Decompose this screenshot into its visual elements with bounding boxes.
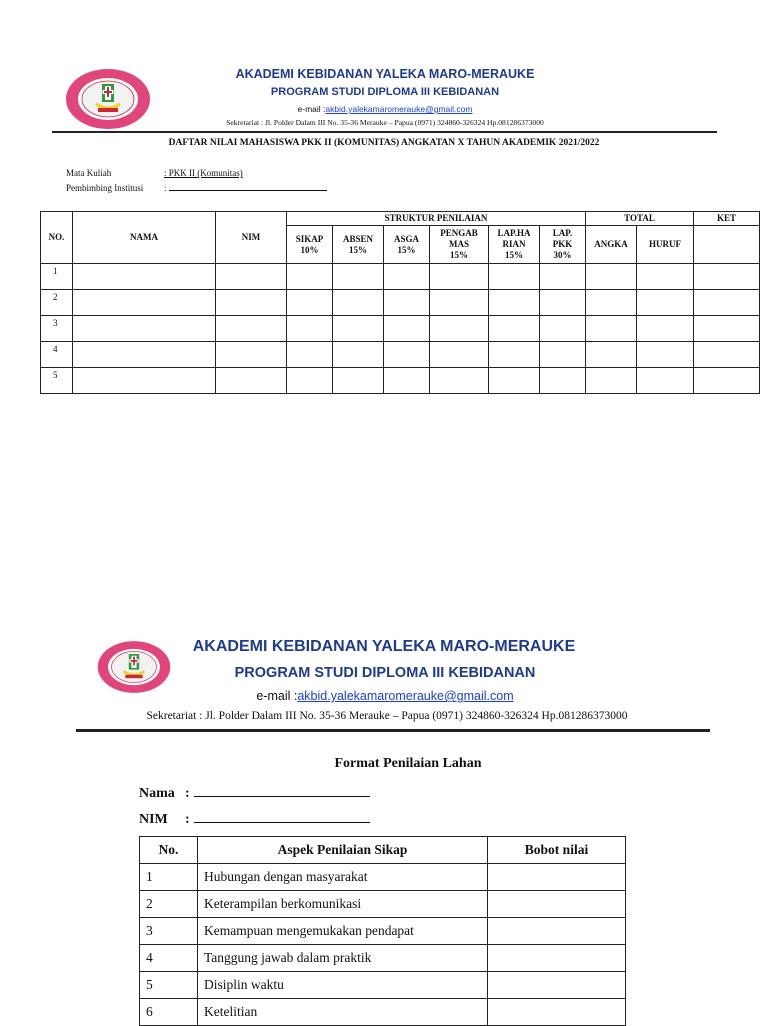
header-angka: ANGKA — [586, 226, 637, 264]
header-bobot: Bobot nilai — [488, 837, 626, 864]
table-cell[interactable] — [694, 342, 760, 368]
aspek-cell: Disiplin waktu — [198, 972, 488, 999]
bobot-cell[interactable] — [488, 864, 626, 891]
table-row — [41, 316, 760, 342]
header-sikap: SIKAP 10% — [287, 226, 333, 264]
table-cell[interactable] — [216, 264, 287, 290]
table-cell[interactable] — [540, 342, 586, 368]
table-cell[interactable] — [586, 290, 637, 316]
table-cell[interactable] — [540, 316, 586, 342]
header-asga: ASGA 15% — [384, 226, 430, 264]
header-total: TOTAL — [586, 212, 694, 226]
nim-colon: : — [185, 812, 190, 827]
table-cell[interactable] — [489, 316, 540, 342]
aspek-cell: Kemampuan mengemukakan pendapat — [198, 918, 488, 945]
aspek-cell: Hubungan dengan masyarakat — [198, 864, 488, 891]
table-cell[interactable] — [540, 368, 586, 394]
pembimbing-colon: : — [164, 183, 169, 193]
nim-field-row — [139, 810, 370, 828]
row-number: 4 — [41, 342, 73, 368]
bobot-cell[interactable] — [488, 972, 626, 999]
institution-logo — [64, 68, 152, 130]
table-cell[interactable] — [586, 342, 637, 368]
table-cell[interactable] — [540, 264, 586, 290]
table-cell[interactable] — [333, 264, 384, 290]
pembimbing-row — [66, 182, 327, 193]
table-cell[interactable] — [73, 368, 216, 394]
bobot-cell[interactable] — [488, 999, 626, 1026]
nim-blank[interactable] — [194, 810, 370, 823]
table-cell[interactable] — [287, 342, 333, 368]
table-cell[interactable] — [430, 290, 489, 316]
mata-kuliah-label: Mata Kuliah — [66, 168, 112, 178]
email-link[interactable]: akbid.yalekamaromerauke@gmail.com — [325, 104, 473, 114]
table-row — [41, 264, 760, 290]
table-cell[interactable] — [73, 342, 216, 368]
table-cell[interactable] — [73, 264, 216, 290]
table-row — [140, 972, 626, 999]
table-cell[interactable] — [586, 368, 637, 394]
table-cell[interactable] — [333, 368, 384, 394]
header-ket: KET — [694, 212, 760, 226]
row-number: 4 — [140, 945, 198, 972]
header-pengabmas: PENGAB MAS 15% — [430, 226, 489, 264]
table-row — [140, 891, 626, 918]
table-cell[interactable] — [287, 368, 333, 394]
letterhead-divider — [76, 729, 710, 732]
row-number: 1 — [41, 264, 73, 290]
table-cell[interactable] — [637, 368, 694, 394]
row-number: 1 — [140, 864, 198, 891]
table-cell[interactable] — [287, 316, 333, 342]
header-aspek: Aspek Penilaian Sikap — [198, 837, 488, 864]
header-no: No. — [140, 837, 198, 864]
row-number: 3 — [140, 918, 198, 945]
table-cell[interactable] — [216, 368, 287, 394]
nama-field-row — [139, 784, 370, 802]
table-cell[interactable] — [216, 290, 287, 316]
table-cell[interactable] — [430, 264, 489, 290]
table-cell[interactable] — [637, 316, 694, 342]
aspek-cell: Keterampilan berkomunikasi — [198, 891, 488, 918]
mata-kuliah-row — [66, 168, 243, 178]
table-cell[interactable] — [384, 290, 430, 316]
table-row — [41, 290, 760, 316]
table-cell[interactable] — [430, 316, 489, 342]
document-title: DAFTAR NILAI MAHASISWA PKK II (KOMUNITAS) ANGKATAN X TAHUN AKADEMIK 2021/2022 — [168, 138, 600, 148]
institution-name: AKADEMI KEBIDANAN YALEKA MARO-MERAUKE — [235, 67, 535, 81]
table-row — [140, 918, 626, 945]
email-label: e-mail : — [256, 689, 298, 703]
institution-logo — [96, 634, 172, 700]
email-label: e-mail : — [297, 104, 326, 114]
table-cell[interactable] — [489, 264, 540, 290]
table-cell[interactable] — [694, 316, 760, 342]
table-cell[interactable] — [287, 264, 333, 290]
table-cell[interactable] — [333, 290, 384, 316]
row-number: 2 — [140, 891, 198, 918]
table-row — [41, 368, 760, 394]
pembimbing-blank[interactable] — [169, 182, 327, 191]
table-cell[interactable] — [586, 316, 637, 342]
program-name: PROGRAM STUDI DIPLOMA III KEBIDANAN — [270, 86, 500, 98]
row-number: 5 — [41, 368, 73, 394]
header-ket-blank — [694, 226, 760, 264]
table-cell[interactable] — [489, 368, 540, 394]
table-cell[interactable] — [694, 290, 760, 316]
table-cell[interactable] — [694, 368, 760, 394]
header-no: NO. — [41, 212, 73, 264]
email-line — [230, 104, 540, 114]
row-number: 5 — [140, 972, 198, 999]
table-cell[interactable] — [489, 290, 540, 316]
table-cell[interactable] — [637, 342, 694, 368]
table-cell[interactable] — [384, 264, 430, 290]
table-row — [140, 999, 626, 1026]
aspek-cell: Tanggung jawab dalam praktik — [198, 945, 488, 972]
nim-label: NIM — [139, 812, 168, 827]
nama-colon: : — [185, 786, 190, 801]
pembimbing-label: Pembimbing Institusi — [66, 183, 144, 193]
grade-table — [40, 211, 760, 394]
header-absen: ABSEN 15% — [333, 226, 384, 264]
table-cell[interactable] — [333, 316, 384, 342]
bobot-cell[interactable] — [488, 945, 626, 972]
table-cell[interactable] — [216, 316, 287, 342]
table-cell[interactable] — [287, 290, 333, 316]
institution-name: AKADEMI KEBIDANAN YALEKA MARO-MERAUKE — [192, 638, 576, 655]
header-lap-harian: LAP.HA RIAN 15% — [489, 226, 540, 264]
row-number: 2 — [41, 290, 73, 316]
table-cell[interactable] — [637, 290, 694, 316]
table-cell[interactable] — [637, 264, 694, 290]
aspek-cell: Ketelitian — [198, 999, 488, 1026]
bobot-cell[interactable] — [488, 918, 626, 945]
table-cell[interactable] — [694, 264, 760, 290]
table-cell[interactable] — [489, 342, 540, 368]
letterhead-divider — [52, 131, 717, 133]
table-cell[interactable] — [73, 316, 216, 342]
table-cell[interactable] — [384, 316, 430, 342]
table-cell[interactable] — [540, 290, 586, 316]
program-name: PROGRAM STUDI DIPLOMA III KEBIDANAN — [234, 665, 536, 681]
email-link[interactable]: akbid.yalekamaromerauke@gmail.com — [297, 689, 514, 703]
table-row — [41, 342, 760, 368]
header-nama: NAMA — [73, 212, 216, 264]
nama-blank[interactable] — [194, 784, 370, 797]
aspek-table — [139, 836, 626, 1026]
table-cell[interactable] — [73, 290, 216, 316]
table-cell[interactable] — [384, 368, 430, 394]
form-title: Format Penilaian Lahan — [334, 756, 482, 771]
row-number: 6 — [140, 999, 198, 1026]
table-cell[interactable] — [430, 342, 489, 368]
header-nim: NIM — [216, 212, 287, 264]
mata-kuliah-value: : PKK II (Komunitas) — [164, 168, 243, 178]
table-cell[interactable] — [216, 342, 287, 368]
table-row — [140, 945, 626, 972]
nama-label: Nama — [139, 786, 175, 801]
row-number: 3 — [41, 316, 73, 342]
bobot-cell[interactable] — [488, 891, 626, 918]
table-row — [140, 864, 626, 891]
table-cell[interactable] — [333, 342, 384, 368]
table-cell[interactable] — [430, 368, 489, 394]
header-lap-pkk: LAP. PKK 30% — [540, 226, 586, 264]
header-struktur-penilaian: STRUKTUR PENILAIAN — [287, 212, 586, 226]
table-cell[interactable] — [384, 342, 430, 368]
email-line — [236, 689, 534, 703]
header-huruf: HURUF — [637, 226, 694, 264]
address-line: Sekretariat : Jl. Polder Dalam III No. 35-36 Merauke – Papua (0971) 324860-326324 Hp.081286373000 — [226, 118, 544, 127]
table-cell[interactable] — [586, 264, 637, 290]
address-line: Sekretariat : Jl. Polder Dalam III No. 35-36 Merauke – Papua (0971) 324860-326324 Hp.081286373000 — [146, 710, 628, 722]
